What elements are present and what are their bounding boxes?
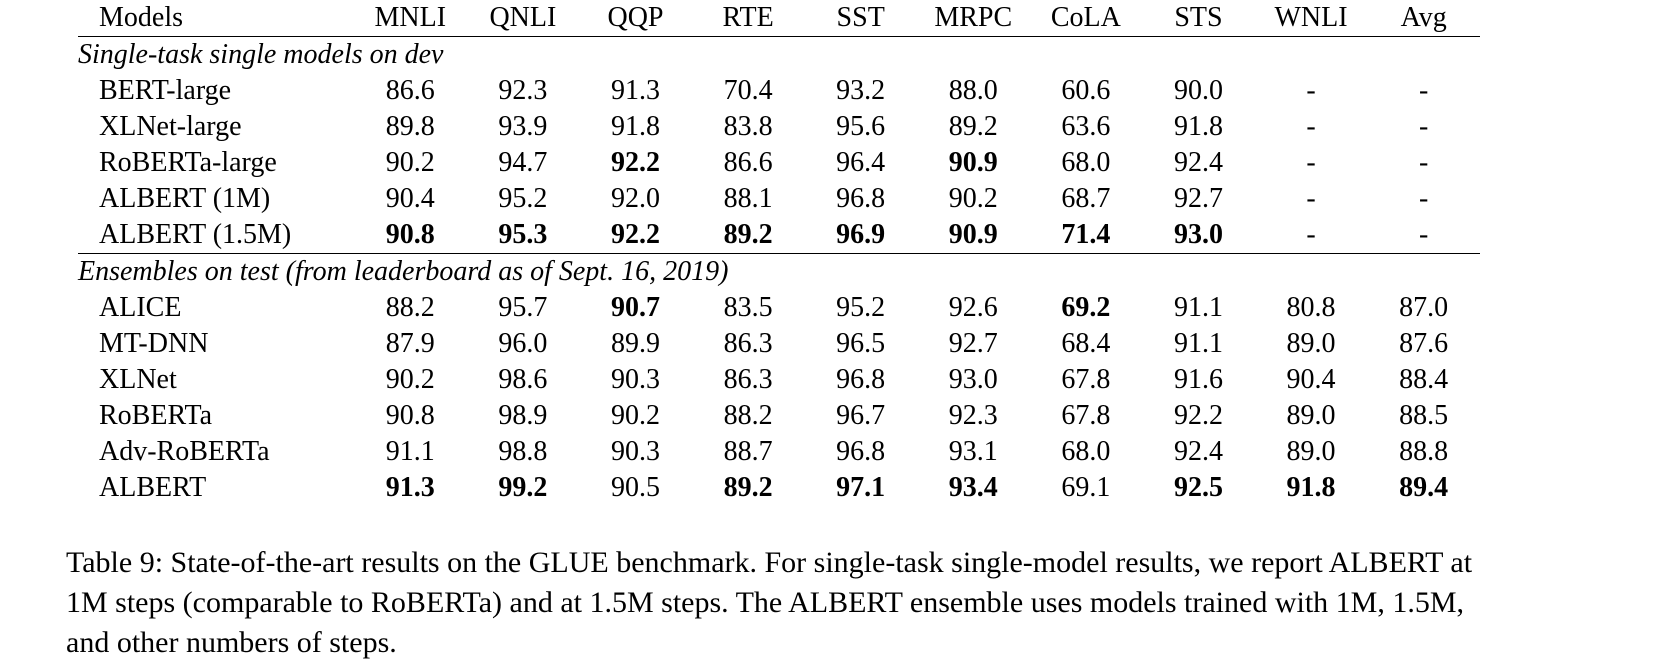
score-cell: 92.4 [1173, 436, 1223, 467]
score-cell: 93.0 [948, 364, 998, 395]
model-name-cell: ALBERT (1M) [99, 183, 271, 214]
score-cell: 92.2 [610, 147, 660, 178]
model-name-cell: Adv-RoBERTa [99, 436, 270, 467]
table-row [78, 73, 1480, 109]
column-header: Models [78, 0, 354, 37]
score-cell: 98.8 [498, 436, 548, 467]
score-cell: - [1306, 183, 1316, 214]
column-header: CoLA [1030, 0, 1143, 37]
score-cell: 90.3 [610, 364, 660, 395]
score-cell: 87.0 [1399, 292, 1449, 323]
score-cell: 88.1 [723, 183, 773, 214]
results-table [78, 0, 1480, 506]
column-header: STS [1142, 0, 1255, 37]
score-cell: 93.9 [498, 111, 548, 142]
table-row [78, 398, 1480, 434]
score-cell: 68.0 [1061, 436, 1111, 467]
table-row [78, 109, 1480, 145]
score-cell: 91.3 [385, 472, 435, 503]
column-header: MNLI [354, 0, 467, 37]
score-cell: 92.5 [1173, 472, 1223, 503]
score-cell: 92.2 [1173, 400, 1223, 431]
score-cell: 87.9 [385, 328, 435, 359]
model-name-cell: ALBERT (1.5M) [78, 217, 354, 254]
table-row [78, 217, 1480, 254]
score-cell: - [1306, 147, 1316, 178]
score-cell: 93.0 [1142, 217, 1255, 254]
score-cell: - [1255, 217, 1368, 254]
score-cell: 86.3 [723, 328, 773, 359]
score-cell: 90.5 [610, 472, 660, 503]
score-cell: 89.2 [948, 111, 998, 142]
score-cell: 86.3 [723, 364, 773, 395]
score-cell: 96.0 [498, 328, 548, 359]
score-cell: 89.4 [1399, 472, 1449, 503]
score-cell: 93.1 [948, 436, 998, 467]
score-cell: - [1419, 147, 1429, 178]
score-cell: 96.9 [804, 217, 917, 254]
table-row [78, 145, 1480, 181]
score-cell: 97.1 [836, 472, 886, 503]
score-cell: 91.8 [610, 111, 660, 142]
model-name-cell: ALBERT [99, 472, 207, 503]
model-name-cell: ALICE [99, 292, 182, 323]
score-cell: 96.8 [836, 364, 886, 395]
score-cell: 90.2 [948, 183, 998, 214]
score-cell: 89.2 [723, 472, 773, 503]
score-cell: 90.4 [385, 183, 435, 214]
score-cell: 95.7 [498, 292, 548, 323]
column-header: QQP [579, 0, 692, 37]
score-cell: 91.1 [1173, 292, 1223, 323]
score-cell: 89.0 [1286, 400, 1336, 431]
score-cell: 69.1 [1061, 472, 1111, 503]
score-cell: 96.8 [836, 436, 886, 467]
score-cell: 88.4 [1399, 364, 1449, 395]
column-header: QNLI [467, 0, 580, 37]
score-cell: 86.6 [385, 75, 435, 106]
score-cell: 86.6 [723, 147, 773, 178]
score-cell: 70.4 [723, 75, 773, 106]
score-cell: 90.9 [917, 217, 1030, 254]
table-row [78, 181, 1480, 217]
score-cell: 95.6 [836, 111, 886, 142]
score-cell: - [1419, 183, 1429, 214]
score-cell: 69.2 [1061, 292, 1111, 323]
model-name-cell: XLNet-large [99, 111, 242, 142]
score-cell: 90.0 [1173, 75, 1223, 106]
table-row [78, 362, 1480, 398]
column-header: MRPC [917, 0, 1030, 37]
score-cell: 88.5 [1399, 400, 1449, 431]
score-cell: 90.7 [610, 292, 660, 323]
score-cell: 89.2 [692, 217, 805, 254]
score-cell: 88.7 [723, 436, 773, 467]
section-header-row [78, 254, 1480, 291]
column-header: WNLI [1255, 0, 1368, 37]
score-cell: 91.6 [1173, 364, 1223, 395]
score-cell: 95.2 [836, 292, 886, 323]
score-cell: 98.9 [498, 400, 548, 431]
score-cell: 92.3 [948, 400, 998, 431]
score-cell: 88.0 [948, 75, 998, 106]
model-name-cell: RoBERTa [99, 400, 213, 431]
score-cell: 68.7 [1061, 183, 1111, 214]
model-name-cell: BERT-large [99, 75, 232, 106]
score-cell: 90.2 [385, 147, 435, 178]
column-header: SST [804, 0, 917, 37]
section-title: Single-task single models on dev [78, 39, 444, 70]
score-cell: - [1306, 75, 1316, 106]
score-cell: 91.1 [385, 436, 435, 467]
score-cell: 71.4 [1030, 217, 1143, 254]
score-cell: 90.3 [610, 436, 660, 467]
score-cell: 90.8 [385, 400, 435, 431]
score-cell: 88.8 [1399, 436, 1449, 467]
score-cell: 80.8 [1286, 292, 1336, 323]
score-cell: - [1419, 75, 1429, 106]
model-name-cell: MT-DNN [99, 328, 209, 359]
score-cell: 91.3 [610, 75, 660, 106]
score-cell: - [1367, 217, 1480, 254]
table-body [78, 37, 1480, 507]
column-header: Avg [1367, 0, 1480, 37]
score-cell: 96.5 [836, 328, 886, 359]
score-cell: 92.7 [1173, 183, 1223, 214]
score-cell: 96.8 [836, 183, 886, 214]
score-cell: 95.3 [467, 217, 580, 254]
score-cell: 94.7 [498, 147, 548, 178]
score-cell: 67.8 [1061, 400, 1111, 431]
score-cell: 87.6 [1399, 328, 1449, 359]
model-name-cell: RoBERTa-large [99, 147, 277, 178]
header-row [78, 0, 1480, 37]
column-header: RTE [692, 0, 805, 37]
score-cell: 92.3 [498, 75, 548, 106]
table-caption: Table 9: State-of-the-art results on the GLUE benchmark. For single-task single-model results, we report ALBERT at 1M steps (comparable to RoBERTa) and at 1.5M steps. The ALBERT ensemble uses models trained with 1M, 1.5M, and other numbers of steps. [66, 546, 1473, 659]
score-cell: 89.9 [610, 328, 660, 359]
score-cell: 68.0 [1061, 147, 1111, 178]
score-cell: 91.1 [1173, 328, 1223, 359]
score-cell: 83.5 [723, 292, 773, 323]
table-row [78, 326, 1480, 362]
score-cell: 67.8 [1061, 364, 1111, 395]
score-cell: 88.2 [723, 400, 773, 431]
score-cell: 90.2 [610, 400, 660, 431]
score-cell: 90.9 [948, 147, 998, 178]
score-cell: 90.8 [354, 217, 467, 254]
score-cell: 60.6 [1061, 75, 1111, 106]
score-cell: 99.2 [498, 472, 548, 503]
score-cell: 96.7 [836, 400, 886, 431]
score-cell: 96.4 [836, 147, 886, 178]
model-name-cell: XLNet [99, 364, 177, 395]
score-cell: 98.6 [498, 364, 548, 395]
score-cell: 93.2 [836, 75, 886, 106]
score-cell: 93.4 [948, 472, 998, 503]
score-cell: 92.0 [610, 183, 660, 214]
score-cell: 83.8 [723, 111, 773, 142]
table-row [78, 434, 1480, 470]
score-cell: 89.8 [385, 111, 435, 142]
table-row [78, 290, 1480, 326]
score-cell: 68.4 [1061, 328, 1111, 359]
score-cell: 92.4 [1173, 147, 1223, 178]
score-cell: 95.2 [498, 183, 548, 214]
score-cell: - [1306, 111, 1316, 142]
score-cell: 63.6 [1061, 111, 1111, 142]
score-cell: 89.0 [1286, 328, 1336, 359]
section-header-row [78, 37, 1480, 74]
table-row [78, 470, 1480, 506]
score-cell: 91.8 [1173, 111, 1223, 142]
score-cell: 90.2 [385, 364, 435, 395]
score-cell: 90.4 [1286, 364, 1336, 395]
section-title: Ensembles on test (from leaderboard as of Sept. 16, 2019) [78, 256, 729, 287]
score-cell: 88.2 [385, 292, 435, 323]
score-cell: 92.2 [579, 217, 692, 254]
score-cell: 89.0 [1286, 436, 1336, 467]
score-cell: 91.8 [1286, 472, 1336, 503]
score-cell: 92.6 [948, 292, 998, 323]
score-cell: - [1419, 111, 1429, 142]
score-cell: 92.7 [948, 328, 998, 359]
